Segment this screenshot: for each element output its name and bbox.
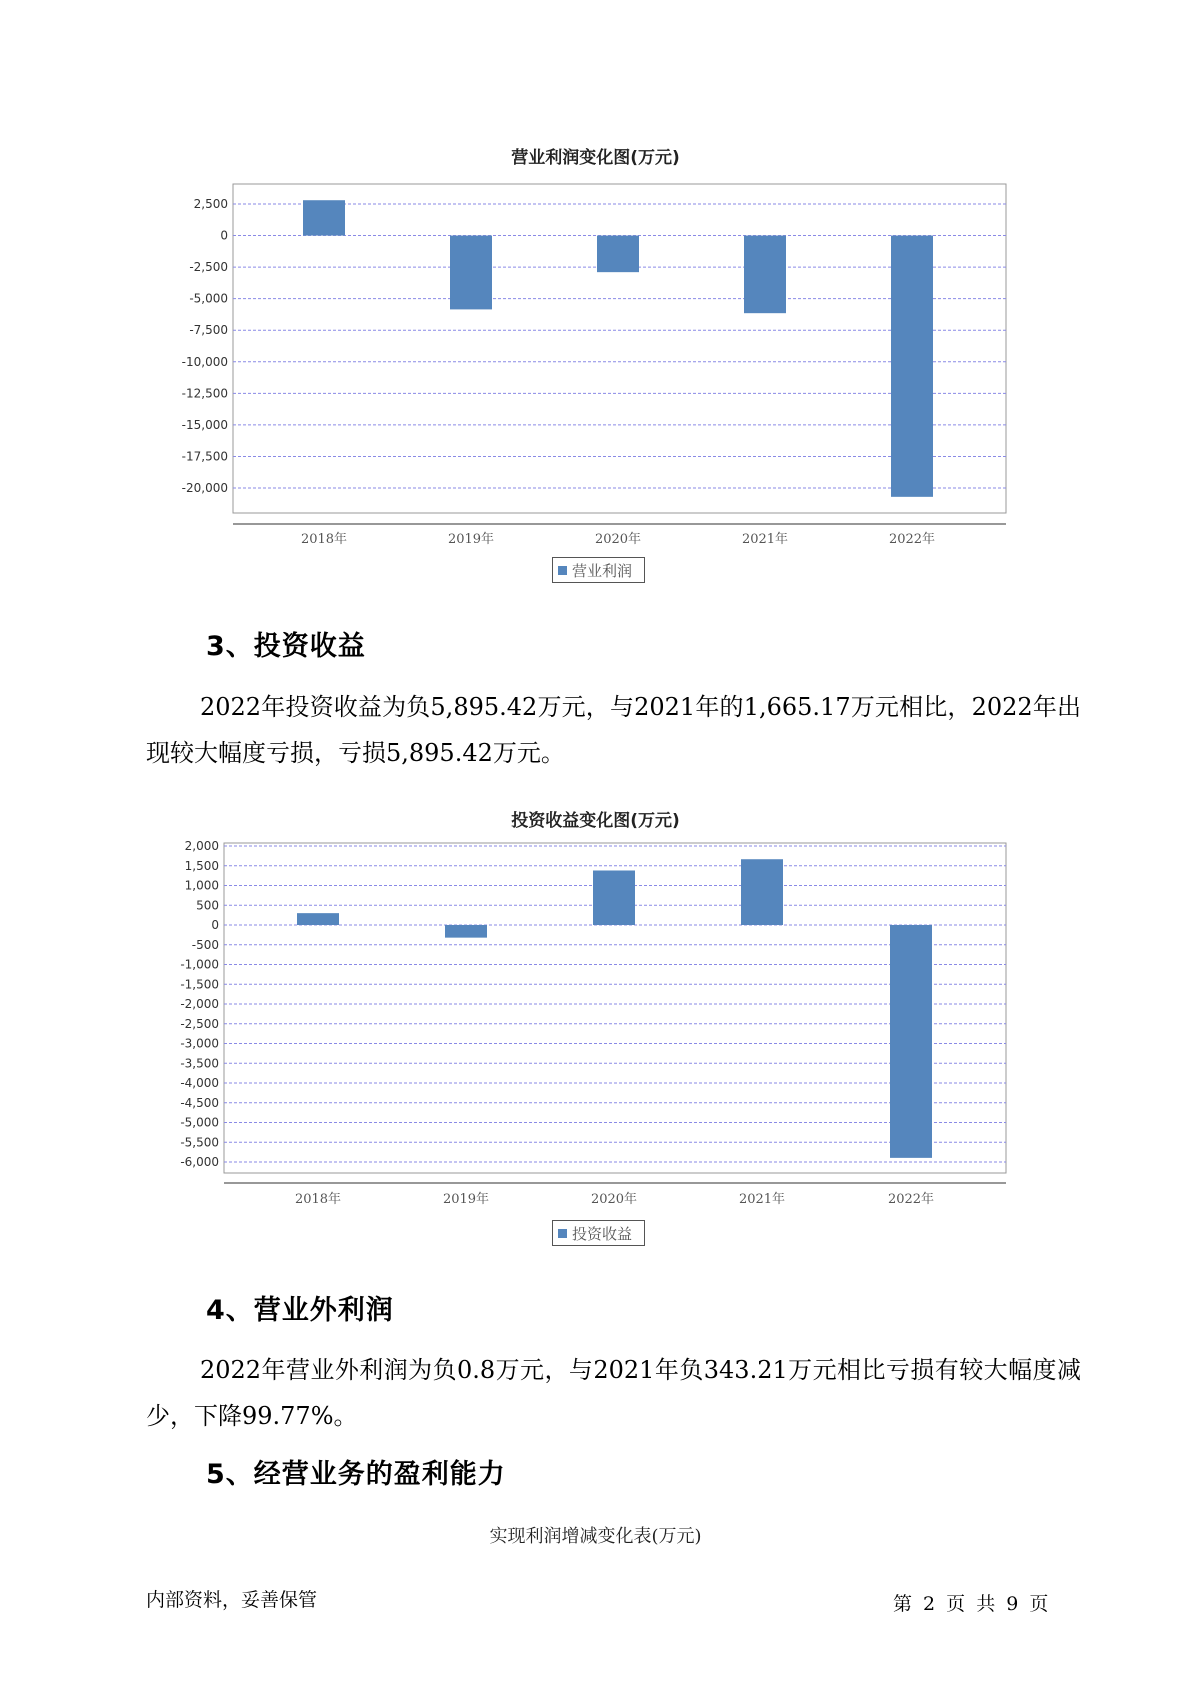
- y-tick-label: 1,000: [184, 878, 219, 893]
- section-3-paragraph: 2022年投资收益为负5,895.42万元，与2021年的1,665.17万元相比，2022年出现较大幅度亏损，亏损5,895.42万元。: [146, 693, 1081, 767]
- y-tick-label: 500: [196, 898, 219, 913]
- footer-page-number: 第 2 页 共 9 页: [893, 1593, 1049, 1615]
- section-4-heading: 4、营业外利润: [206, 1295, 394, 1326]
- y-tick-label: -4,000: [180, 1076, 219, 1090]
- legend-label: 投资收益: [572, 1224, 633, 1243]
- bar-2019年: [445, 925, 487, 938]
- investment-income-legend: [552, 1220, 645, 1246]
- section-3-heading: 3、投资收益: [206, 631, 366, 662]
- y-tick-label: -20,000: [181, 481, 228, 495]
- y-tick-label: 2,000: [184, 839, 219, 853]
- y-tick-label: -10,000: [181, 354, 228, 369]
- y-tick-label: -6,000: [180, 1155, 219, 1169]
- x-tick-label: 2022年: [887, 1192, 935, 1207]
- y-tick-label: -500: [191, 937, 219, 952]
- x-tick-label: 2020年: [594, 532, 642, 547]
- y-tick-label: -3,500: [180, 1056, 219, 1071]
- x-tick-label: 2018年: [294, 1192, 342, 1207]
- y-tick-label: -7,500: [189, 323, 228, 338]
- y-tick-label: -17,500: [181, 449, 228, 464]
- x-tick-label: 2018年: [300, 532, 348, 547]
- x-tick-label: 2019年: [442, 1192, 490, 1207]
- legend-swatch: [558, 1229, 567, 1238]
- y-tick-label: -3,000: [180, 1036, 219, 1051]
- y-tick-label: 1,500: [184, 858, 219, 873]
- x-tick-label: 2020年: [590, 1192, 638, 1207]
- bar-2020年: [593, 870, 635, 925]
- x-tick-label: 2021年: [738, 1192, 786, 1207]
- y-tick-label: -1,000: [180, 957, 219, 972]
- x-tick-label: 2019年: [447, 532, 495, 547]
- legend-label: 营业利润: [572, 561, 633, 580]
- section-4-paragraph: 2022年营业外利润为负0.8万元，与2021年负343.21万元相比亏损有较大幅度减少，下降99.77%。: [146, 1356, 1081, 1430]
- bar-2018年: [297, 913, 339, 925]
- bar-2021年: [741, 859, 783, 925]
- y-tick-label: -5,500: [180, 1135, 219, 1150]
- y-tick-label: 0: [211, 918, 219, 932]
- y-tick-label: -12,500: [181, 386, 228, 401]
- y-tick-label: -1,500: [180, 977, 219, 992]
- investment-income-chart-title: 投资收益变化图(万元): [511, 811, 680, 831]
- y-tick-label: -2,000: [180, 997, 219, 1011]
- x-tick-label: 2022年: [888, 532, 936, 547]
- footer-confidential: 内部资料，妥善保管: [146, 1589, 318, 1611]
- y-tick-label: -15,000: [181, 417, 228, 432]
- bar-2022年: [890, 925, 932, 1158]
- y-tick-label: -5,000: [189, 291, 228, 306]
- y-tick-label: -2,500: [189, 260, 228, 275]
- y-tick-label: 0: [220, 228, 228, 243]
- y-tick-label: -5,000: [180, 1115, 219, 1130]
- y-tick-label: -2,500: [180, 1016, 219, 1031]
- section-5-heading: 5、经营业务的盈利能力: [206, 1459, 506, 1490]
- y-tick-label: 2,500: [193, 197, 228, 211]
- y-tick-label: -4,500: [180, 1095, 219, 1110]
- table-caption: 实现利润增减变化表(万元): [489, 1526, 702, 1547]
- x-tick-label: 2021年: [741, 532, 789, 547]
- operating-profit-chart-title: 营业利润变化图(万元): [511, 148, 680, 168]
